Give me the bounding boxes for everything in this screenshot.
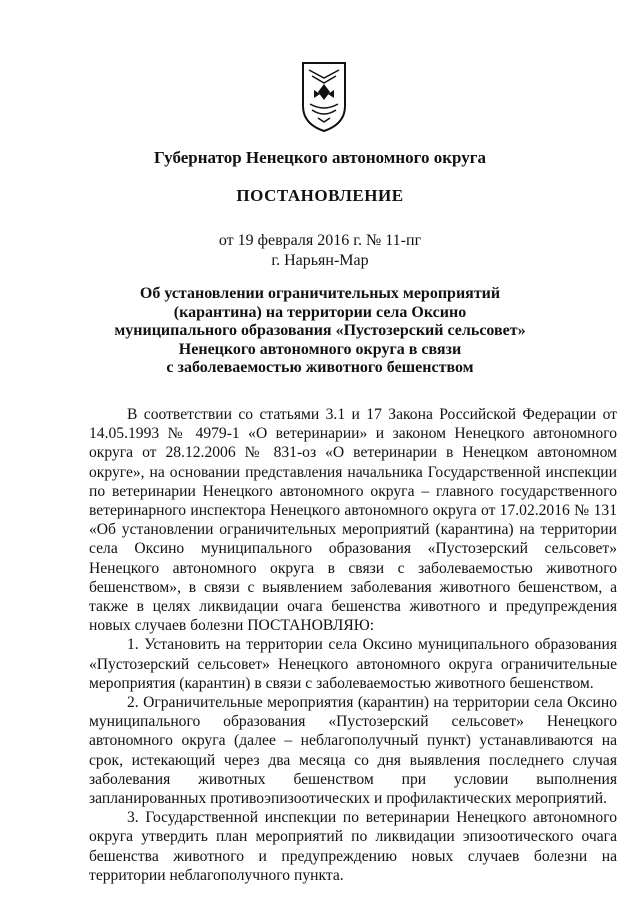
document-type: ПОСТАНОВЛЕНИЕ — [236, 186, 404, 205]
subject-line: Ненецкого автономного округа в связи — [178, 340, 462, 358]
clause-1-paragraph: 1. Установить на территории села Оксино муниципального образования «Пустозерский сельсовет» Ненецкого автономного округа ограничительные мероприятия (карантин) в связи с заболеваемостью животного бешенством. — [89, 636, 617, 692]
document-subject — [60, 285, 580, 378]
subject-line: (карантина) на территории села Оксино — [173, 303, 467, 321]
subject-line: муниципального образования «Пустозерский сельсовет» — [114, 322, 526, 339]
clause-2-paragraph: 2. Ограничительные мероприятия (карантин) на территории села Оксино муниципального образования «Пустозерский сельсовет» Ненецкого автономного округа (далее – неблагополучный пункт) устанавливаются на срок, истекающий через два месяца со дня выявления последнего случая заболевания животных бешенством при условии выполнения запланированных противоэпизоотических и профилактических мероприятий. — [89, 694, 617, 808]
preamble-paragraph: В соответствии со статьями 3.1 и 17 Закона Российской Федерации от 14.05.1993 № 4979-1 «О ветеринарии» и законом Ненецкого автономного округа от 28.12.2006 № 831-оз «О ветеринарии в Ненецком автономном округе», на основании представления начальника Государственной инспекции по ветеринарии Ненецкого автономного округа – главного государственного ветеринарного инспектора Ненецкого автономного округа от 17.02.2016 № 131 «Об установлении ограничительных мероприятий (карантина) на территории села Оксино муниципального образования «Пустозерский сельсовет» Ненецкого автономного округа в связи с заболеваемостью животного бешенством», в связи с выявлением заболевания животного бешенством, а также в целях ликвидации очага бешенства животного и предупреждения новых случаев болезни ПОСТАНОВЛЯЮ: — [89, 406, 617, 635]
coat-of-arms-emblem — [300, 60, 348, 134]
place: г. Нарьян-Мар — [271, 252, 369, 269]
subject-line: с заболеваемостью животного бешенством — [166, 359, 474, 376]
document-body — [89, 405, 617, 885]
date-and-place — [60, 231, 580, 271]
date-number: от 19 февраля 2016 г. № 11-пг — [218, 232, 422, 249]
clause-3-paragraph: 3. Государственной инспекции по ветеринарии Ненецкого автономного округа утвердить план мероприятий по ликвидации эпизоотического очага бешенства животного и предупреждению новых случаев болезни на территории неблагополучного пункта. — [89, 809, 617, 884]
issuing-authority: Губернатор Ненецкого автономного округа — [154, 148, 486, 167]
subject-line: Об установлении ограничительных мероприятий — [139, 285, 501, 302]
